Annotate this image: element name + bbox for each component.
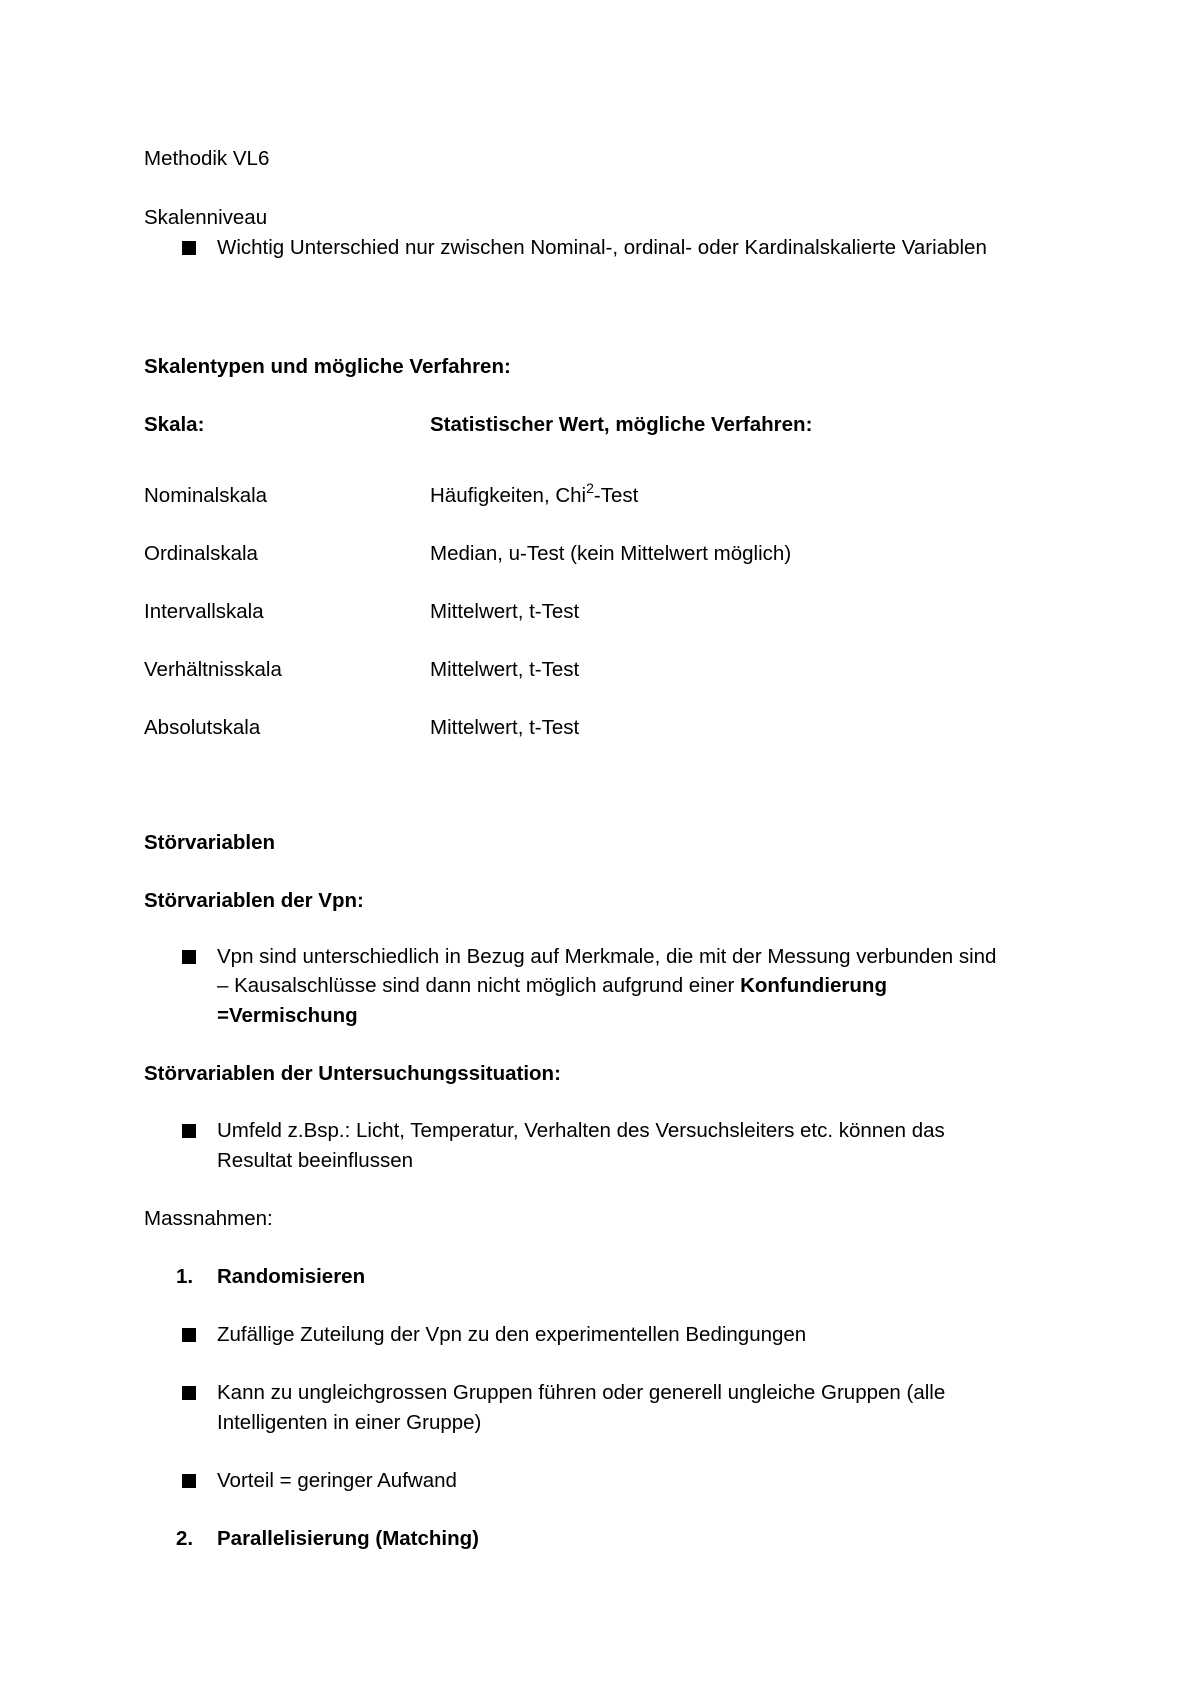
table-cell-skala: Absolutskala: [144, 716, 261, 739]
vpn-bullet-line2: – Kausalschlüsse sind dann nicht möglich aufgrund einer Konfundierung: [217, 974, 887, 997]
massnahmen-bullet-3: Vorteil = geringer Aufwand: [217, 1469, 457, 1492]
table-cell-skala: Verhältnisskala: [144, 658, 282, 681]
table-cell-wert: Mittelwert, t-Test: [430, 716, 580, 739]
list-number: 1.: [176, 1265, 194, 1288]
list-item-parallelisierung: Parallelisierung (Matching): [217, 1527, 479, 1550]
bullet-marker: [182, 1386, 196, 1400]
situation-bullet-line2: Resultat beeinflussen: [217, 1149, 414, 1172]
vpn-bullet-line1: Vpn sind unterschiedlich in Bezug auf Merkmale, die mit der Messung verbunden sind: [217, 945, 997, 968]
section-heading-massnahmen: Massnahmen:: [144, 1207, 273, 1230]
section-heading-skalentypen: Skalentypen und mögliche Verfahren:: [144, 355, 511, 378]
skalenniveau-bullet-text: Wichtig Unterschied nur zwischen Nominal-, ordinal- oder Kardinalskalierte Variablen: [217, 236, 987, 259]
superscript: 2: [586, 480, 594, 496]
table-cell-skala: Intervallskala: [144, 600, 264, 623]
document-title: Methodik VL6: [144, 147, 270, 170]
table-cell-wert: Median, u-Test (kein Mittelwert möglich): [430, 542, 792, 565]
bullet-marker: [182, 1328, 196, 1342]
massnahmen-bullet-1: Zufällige Zuteilung der Vpn zu den experimentellen Bedingungen: [217, 1323, 807, 1346]
table-header-skala: Skala:: [144, 413, 205, 436]
bullet-marker: [182, 1474, 196, 1488]
table-cell-skala: Ordinalskala: [144, 542, 258, 565]
table-header-wert: Statistischer Wert, mögliche Verfahren:: [430, 413, 813, 436]
vpn-bullet-line3: =Vermischung: [217, 1004, 358, 1027]
situation-bullet-line1: Umfeld z.Bsp.: Licht, Temperatur, Verhalten des Versuchsleiters etc. können das: [217, 1119, 945, 1142]
list-number: 2.: [176, 1527, 194, 1550]
bullet-marker: [182, 950, 196, 964]
table-cell-wert: Häufigkeiten, Chi$^2$-Test: [430, 480, 639, 507]
bullet-marker: [182, 241, 196, 255]
section-heading-stoervariablen: Störvariablen: [144, 831, 276, 854]
subheading-stoervariablen-situation: Störvariablen der Untersuchungssituation:: [144, 1062, 561, 1085]
subheading-stoervariablen-vpn: Störvariablen der Vpn:: [144, 889, 364, 912]
massnahmen-bullet-2-line2: Intelligenten in einer Gruppe): [217, 1411, 482, 1434]
table-cell-skala: Nominalskala: [144, 484, 268, 507]
massnahmen-bullet-2-line1: Kann zu ungleichgrossen Gruppen führen oder generell ungleiche Gruppen (alle: [217, 1381, 946, 1404]
table-cell-wert: Mittelwert, t-Test: [430, 658, 580, 681]
list-item-randomisieren: Randomisieren: [217, 1265, 366, 1288]
bullet-marker: [182, 1124, 196, 1138]
table-cell-wert: Mittelwert, t-Test: [430, 600, 580, 623]
section-heading-skalenniveau: Skalenniveau: [144, 206, 268, 229]
